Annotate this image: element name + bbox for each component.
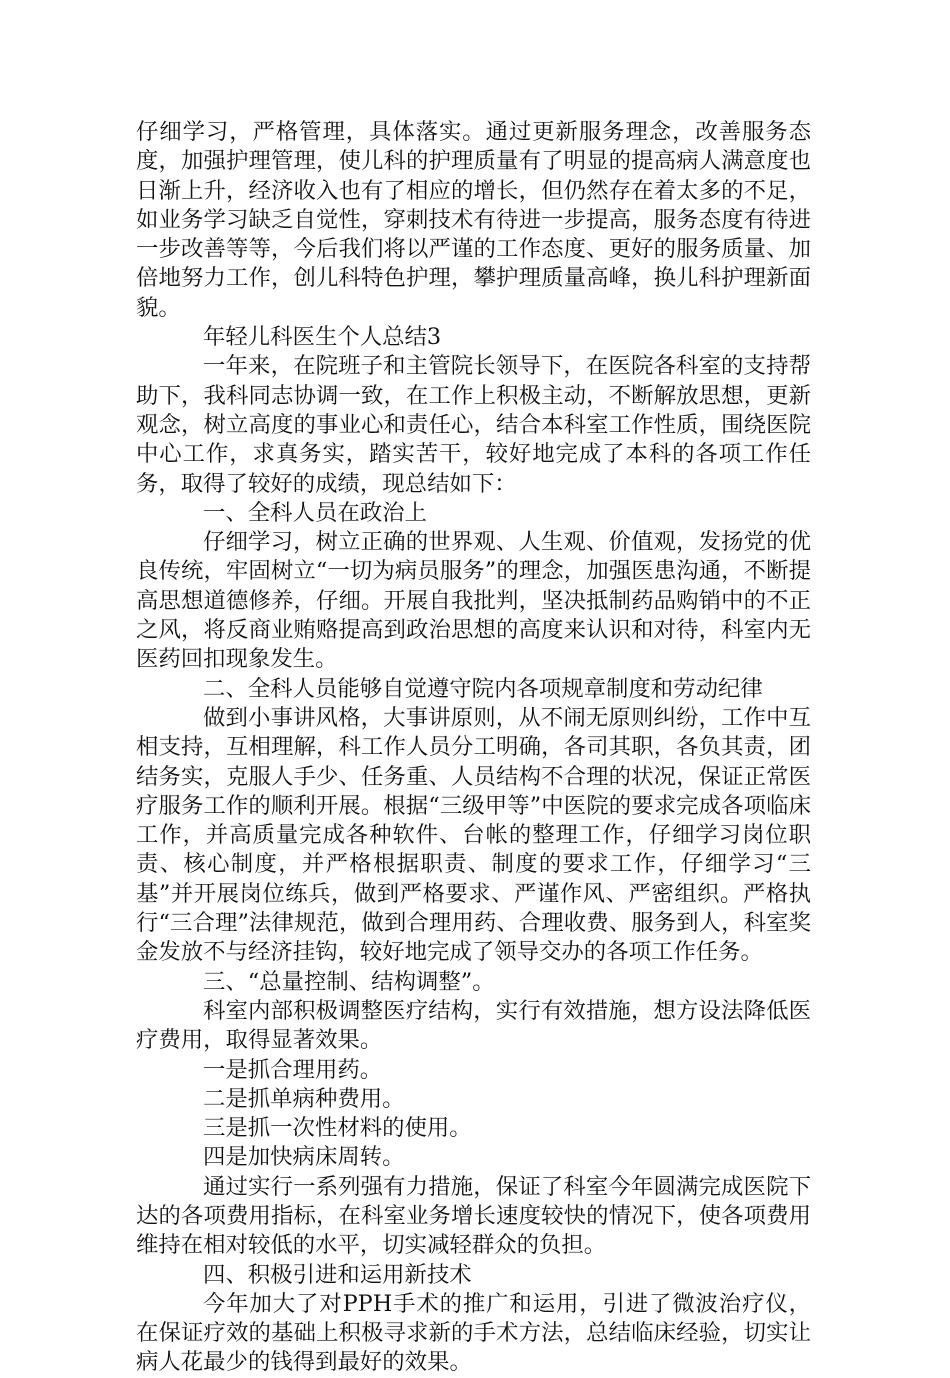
list-item: 二是抓单病种费用。 (203, 1085, 405, 1112)
paragraph: 仔细学习，严格管理，具体落实。通过更新服务理念，改善服务态度，加强护理管理，使儿科的护理质量有了明显的提高病人满意度也日渐上升，经济收入也有了相应的增长，但仍然存在着太多的不足，如业务学习缺乏自觉性，穿刺技术有待进一步提高，服务态度有待进一步改善等等，今后我们将以严谨的工作态度、更好的服务质量、加倍地努力工作，创儿科特色护理，攀护理质量高峰，换儿科护理新面貌。 (136, 119, 811, 321)
paragraph: 科室内部积极调整医疗结构，实行有效措施，想方设法降低医疗费用，取得显著效果。 (136, 997, 811, 1054)
section-heading: 四、积极引进和运用新技术 (203, 1261, 472, 1288)
paragraph: 做到小事讲风格，大事讲原则，从不闹无原则纠纷，工作中互相支持，互相理解，科工作人员分工明确，各司其职，各负其责，团结务实，克服人手少、任务重、人员结构不合理的状况，保证正常医疗服务工作的顺利开展。根据“三级甲等”中医院的要求完成各项临床工作，并高质量完成各种软件、台帐的整理工作，仔细学习岗位职责、核心制度，并严格根据职责、制度的要求工作，仔细学习“三基”并开展岗位练兵，做到严格要求、严谨作风、严密组织。严格执行“三合理”法律规范，做到合理用药、合理收费、服务到人，科室奖金发放不与经济挂钩，较好地完成了领导交办的各项工作任务。 (136, 704, 811, 966)
paragraph: 一年来，在院班子和主管院长领导下，在医院各科室的支持帮助下，我科同志协调一致，在工作上积极主动，不断解放思想，更新观念，树立高度的事业心和责任心，结合本科室工作性质，围绕医院中心工作，求真务实，踏实苦干，较好地完成了本科的各项工作任务，取得了较好的成绩，现总结如下： (136, 353, 811, 497)
list-item: 三是抓一次性材料的使用。 (203, 1115, 472, 1142)
list-item: 一是抓合理用药。 (203, 1056, 383, 1083)
section-heading: 三、“总量控制、结构调整”。 (203, 968, 495, 995)
section-title: 年轻儿科医生个人总结3 (203, 324, 442, 351)
paragraph: 仔细学习，树立正确的世界观、人生观、价值观，发扬党的优良传统，牢固树立“一切为病员服务”的理念，加强医患沟通，不断提高思想道德修养，仔细。开展自我批判，坚决抵制药品购销中的不正之风，将反商业贿赂提高到政治思想的高度来认识和对待，科室内无医药回扣现象发生。 (136, 529, 811, 673)
document-body (136, 118, 811, 1378)
section-heading: 一、全科人员在政治上 (203, 499, 427, 526)
list-item: 四是加快病床周转。 (203, 1144, 405, 1171)
section-heading: 二、全科人员能够自觉遵守院内各项规章制度和劳动纪律 (203, 675, 763, 702)
paragraph: 通过实行一系列强有力措施，保证了科室今年圆满完成医院下达的各项费用指标，在科室业务增长速度较快的情况下，使各项费用维持在相对较低的水平，切实减轻群众的负担。 (136, 1173, 811, 1259)
paragraph: 今年加大了对PPH手术的推广和运用，引进了微波治疗仪，在保证疗效的基础上积极寻求新的手术方法，总结临床经验，切实让病人花最少的钱得到最好的效果。 (136, 1290, 811, 1376)
